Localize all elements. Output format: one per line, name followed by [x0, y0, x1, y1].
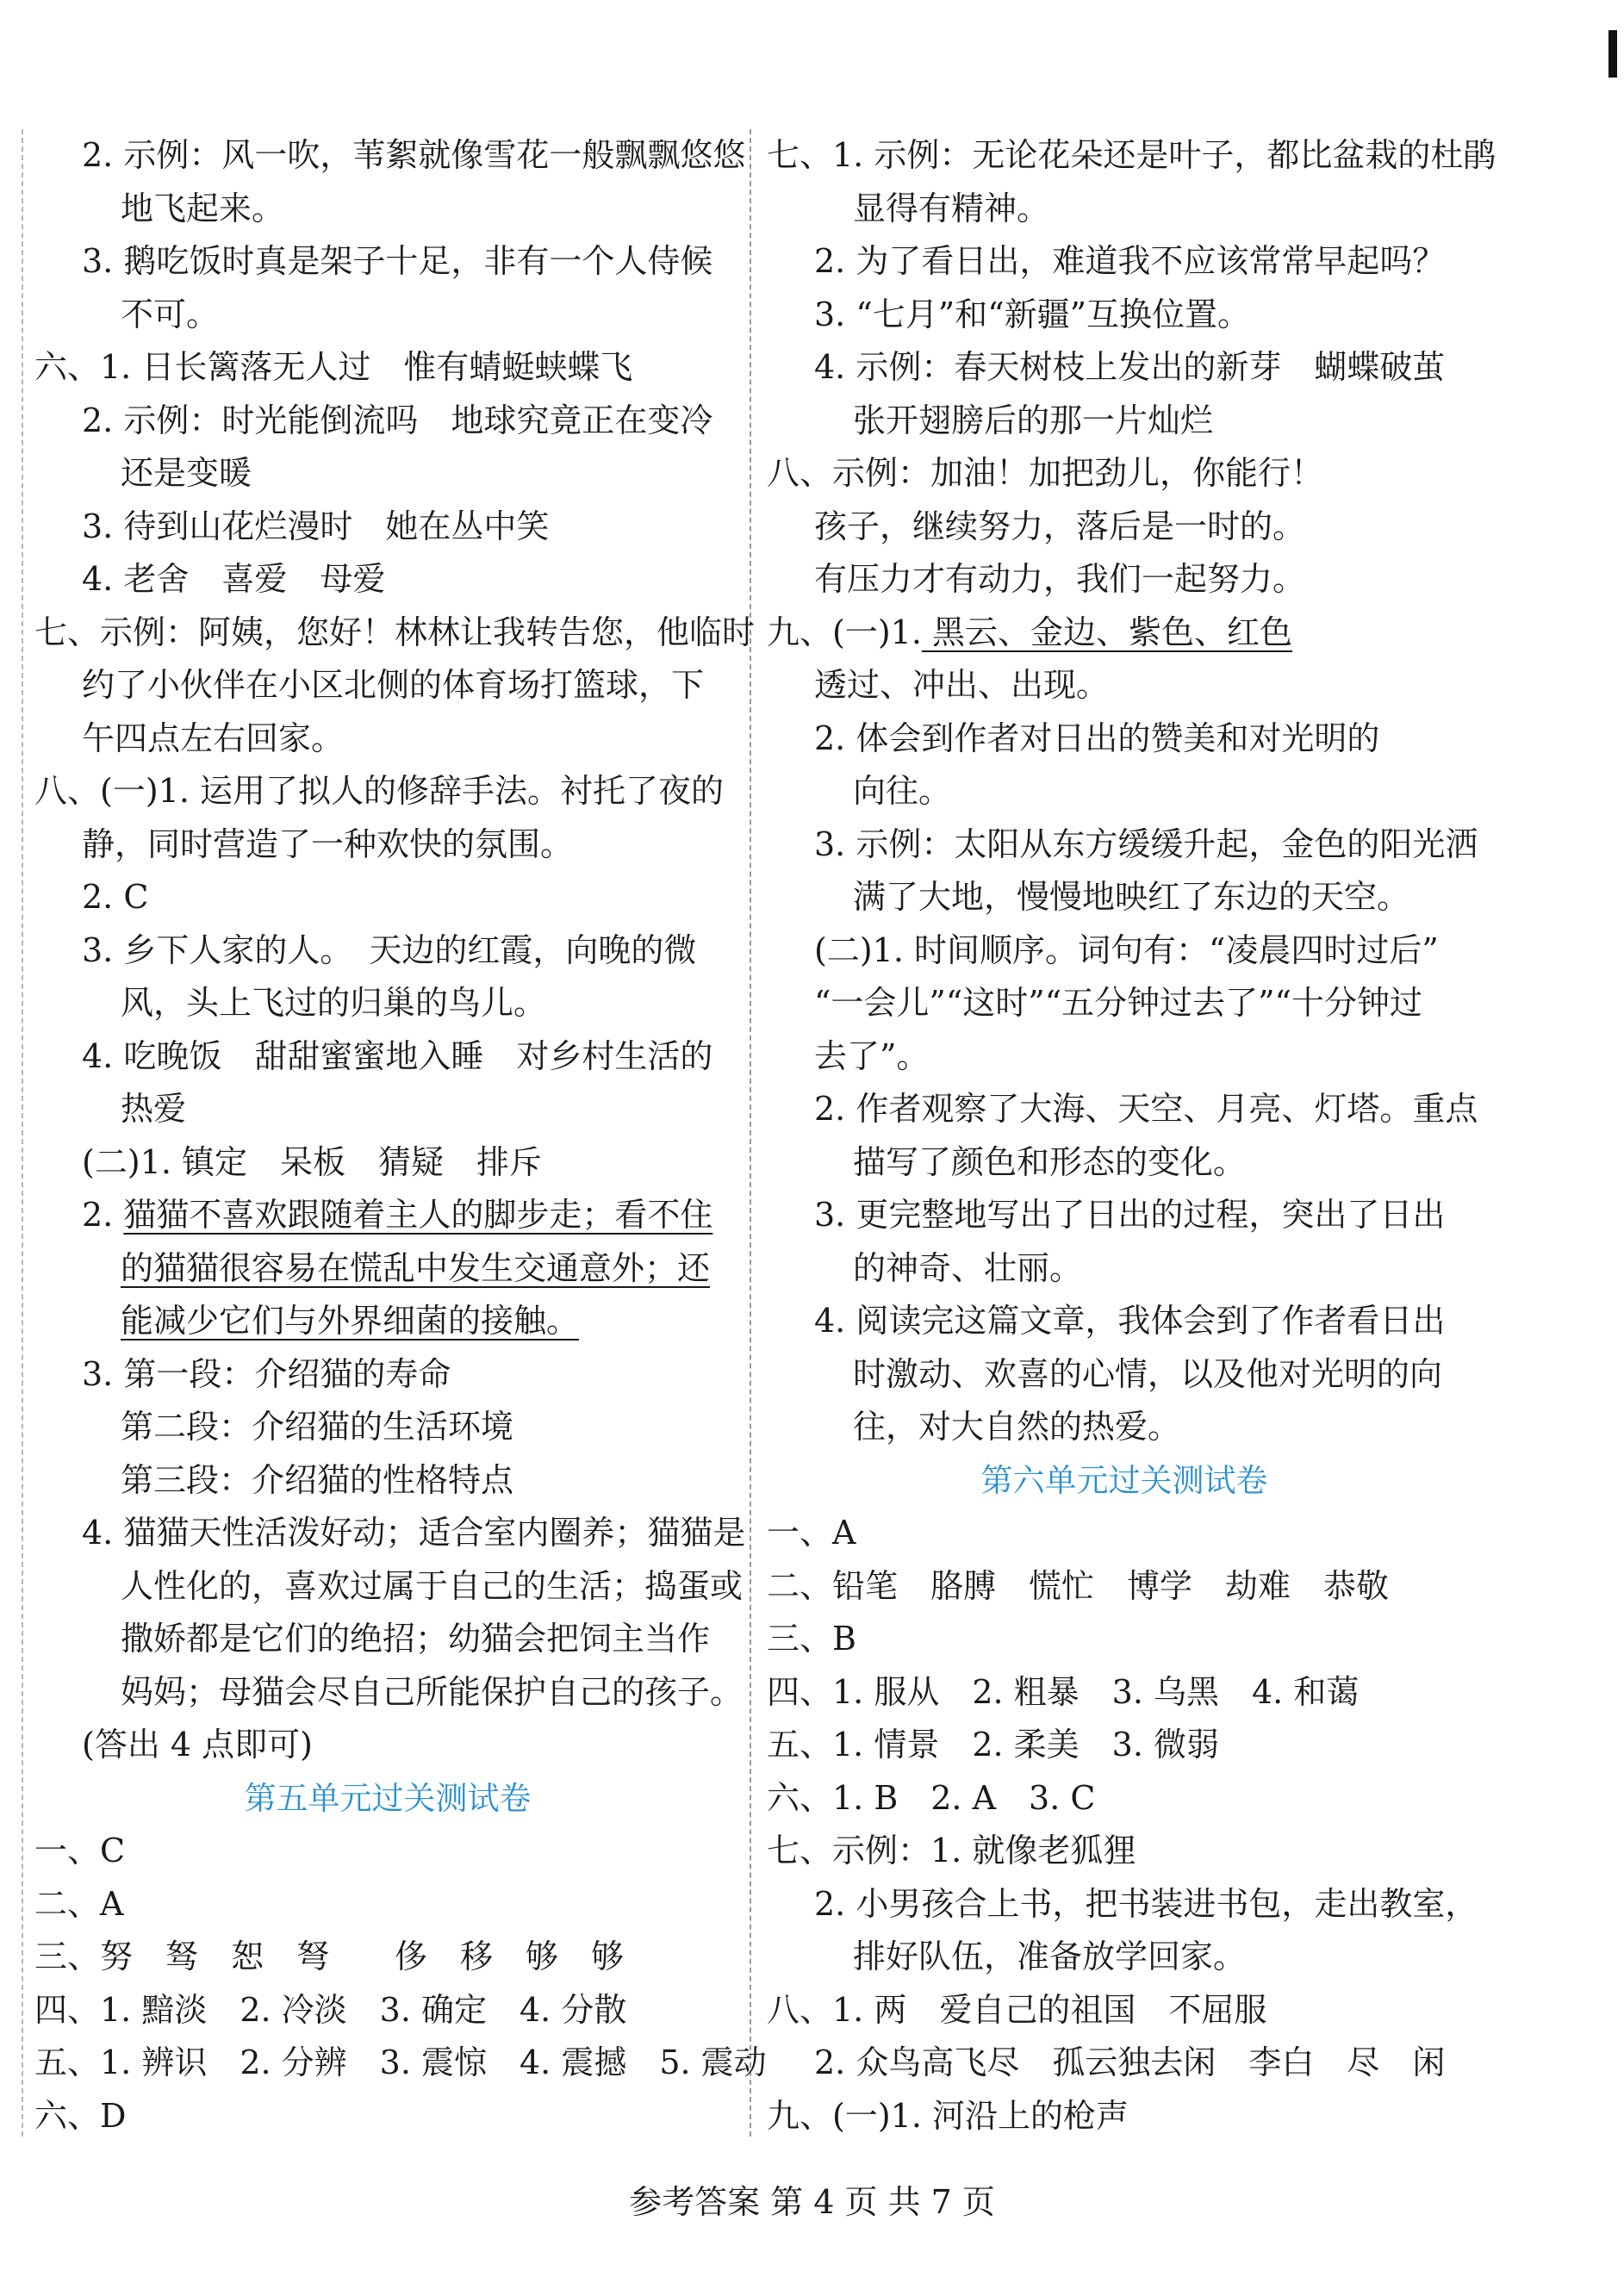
edge-mark [1608, 30, 1617, 78]
answer-line: 时激动、欢喜的心情，以及他对光明的向 [853, 1354, 1443, 1393]
answer-line: 2. 作者观察了大海、天空、月亮、灯塔。重点 [814, 1090, 1478, 1128]
answer-line: 七、示例：1. 就像老狐狸 [767, 1832, 1136, 1869]
answer-line: 4. 吃晚饭 甜甜蜜蜜地入睡 对乡村生活的 [82, 1036, 713, 1075]
answer-line: 向往。 [853, 772, 952, 810]
answer-line: 五、1. 辨识 2. 分辨 3. 震惊 4. 震撼 5. 震动 [34, 2044, 767, 2081]
answer-line: 三、B [767, 1620, 856, 1658]
answer-line: 第三段：介绍猫的性格特点 [121, 1460, 514, 1499]
answer-line: 一、A [767, 1514, 856, 1552]
answer-line: 3. 第一段：介绍猫的寿命 [82, 1354, 451, 1393]
answer-line: 第二段：介绍猫的生活环境 [121, 1408, 514, 1446]
answer-line: 八、(一)1. 运用了拟人的修辞手法。衬托了夜的 [34, 772, 724, 810]
column-divider [750, 129, 751, 2137]
answer-line: 描写了颜色和形态的变化。 [853, 1142, 1247, 1181]
answer-line: 2. 小男孩合上书，把书装进书包，走出教室， [814, 1884, 1478, 1923]
answer-line: 八、1. 两 爱自己的祖国 不屈服 [767, 1990, 1267, 2029]
answer-line: 九、(一)1. 黑云、金边、紫色、红色 [767, 613, 1293, 651]
right-column [767, 129, 1496, 2143]
answer-line: 还是变暖 [121, 454, 252, 492]
answer-line: 的猫猫很容易在慌乱中发生交通意外；还 [121, 1248, 711, 1287]
answer-line: 七、1. 示例：无论花朵还是叶子，都比盆栽的杜鹃 [767, 136, 1496, 174]
page-footer: 参考答案 第 4 页 共 7 页 [629, 2183, 995, 2221]
answer-line: 地飞起来。 [121, 189, 285, 227]
answer-line: 4. 老舍 喜爱 母爱 [82, 560, 386, 598]
answer-line: 风，头上飞过的归巢的鸟儿。 [121, 984, 547, 1022]
answer-line: 热爱 [121, 1090, 187, 1128]
answer-line: 2. 示例：时光能倒流吗 地球究竟正在变冷 [82, 401, 713, 439]
answer-line: 2. 众鸟高飞尽 孤云独去闲 李白 尽 闲 [814, 2044, 1446, 2081]
answer-line: 排好队伍，准备放学回家。 [853, 1938, 1247, 1975]
answer-line: 2. 为了看日出，难道我不应该常常早起吗？ [814, 242, 1446, 280]
answer-line: 满了大地，慢慢地映红了东边的天空。 [853, 878, 1410, 916]
answer-line: 3. 乡下人家的人。 天边的红霞，向晚的微 [82, 930, 697, 969]
answer-line: 九、(一)1. 河沿上的枪声 [767, 2096, 1129, 2135]
answer-line: 的神奇、壮丽。 [853, 1248, 1083, 1287]
answer-line: 4. 猫猫天性活泼好动；适合室内圈养；猫猫是 [82, 1514, 746, 1552]
answer-line: 妈妈；母猫会尽自己所能保护自己的孩子。 [121, 1672, 744, 1711]
answer-line: 3. 待到山花烂漫时 她在丛中笑 [82, 507, 550, 545]
answer-line: 二、铅笔 胳膊 慌忙 博学 劫难 恭敬 [767, 1566, 1390, 1605]
answer-line: 3. 示例：太阳从东方缓缓升起，金色的阳光洒 [814, 824, 1478, 863]
answer-line: 张开翅膀后的那一片灿烂 [853, 401, 1214, 439]
answer-line: 4. 示例：春天树枝上发出的新芽 蝴蝶破茧 [814, 348, 1446, 386]
answer-line: (答出 4 点即可) [82, 1726, 313, 1764]
answer-line: 午四点左右回家。 [82, 718, 345, 757]
answer-line: 不可。 [121, 295, 220, 333]
answer-line: 三、努 驽 恕 弩 侈 移 够 够 [34, 1938, 625, 1975]
answer-line: 六、1. 日长篱落无人过 惟有蜻蜓蛱蝶飞 [34, 348, 633, 386]
answer-line: 五、1. 情景 2. 柔美 3. 微弱 [767, 1726, 1220, 1764]
answer-line: 约了小伙伴在小区北侧的体育场打篮球，下 [82, 666, 705, 704]
answer-line: 人性化的，喜欢过属于自己的生活；捣蛋或 [121, 1566, 744, 1605]
answer-line: 一、C [34, 1832, 126, 1869]
answer-line: 孩子，继续努力，落后是一时的。 [814, 507, 1306, 545]
answer-line: 往，对大自然的热爱。 [853, 1408, 1181, 1446]
answer-line: 静，同时营造了一种欢快的氛围。 [82, 824, 574, 863]
answer-line: 2. 示例：风一吹，苇絮就像雪花一般飘飘悠悠 [82, 136, 746, 174]
answer-line: (二)1. 镇定 呆板 猜疑 排斥 [82, 1142, 542, 1181]
answer-line: 透过、冲出、出现。 [814, 666, 1110, 704]
answer-line: 2. C [82, 878, 149, 916]
answer-line: 有压力才有动力，我们一起努力。 [814, 560, 1306, 598]
answer-line: 2. 猫猫不喜欢跟随着主人的脚步走；看不住 [82, 1196, 713, 1234]
left-column [34, 129, 767, 2143]
answer-line: 3. “七月”和“新疆”互换位置。 [814, 295, 1251, 333]
answer-line: 4. 阅读完这篇文章，我体会到了作者看日出 [814, 1302, 1446, 1340]
answer-line: 3. 更完整地写出了日出的过程，突出了日出 [814, 1196, 1446, 1234]
answer-line: 去了”。 [814, 1036, 930, 1075]
answer-line: “一会儿”“这时”“五分钟过去了”“十分钟过 [814, 984, 1422, 1022]
answer-line: 四、1. 服从 2. 粗暴 3. 乌黑 4. 和蔼 [767, 1672, 1360, 1711]
answer-line: 2. 体会到作者对日出的赞美和对光明的 [814, 718, 1380, 757]
answer-line: 二、A [34, 1884, 124, 1923]
section-title: 第五单元过关测试卷 [244, 1779, 532, 1817]
answer-line: 3. 鹅吃饭时真是架子十足，非有一个人侍候 [82, 242, 713, 280]
answer-line: 撒娇都是它们的绝招；幼猫会把饲主当作 [121, 1620, 711, 1658]
section-title: 第六单元过关测试卷 [980, 1461, 1268, 1499]
answer-line: (二)1. 时间顺序。词句有：“凌晨四时过后” [814, 930, 1439, 969]
answer-line: 六、1. B 2. A 3. C [767, 1778, 1096, 1817]
answer-line: 能减少它们与外界细菌的接触。 [121, 1302, 580, 1340]
answer-line: 显得有精神。 [853, 189, 1050, 227]
answer-line: 六、D [34, 2096, 127, 2135]
left-margin-line [22, 129, 23, 2137]
answer-line: 四、1. 黯淡 2. 冷淡 3. 确定 4. 分散 [34, 1990, 627, 2029]
answer-line: 八、示例：加油！加把劲儿，你能行！ [767, 454, 1324, 492]
answer-line: 七、示例：阿姨，您好！林林让我转告您，他临时 [34, 613, 756, 651]
